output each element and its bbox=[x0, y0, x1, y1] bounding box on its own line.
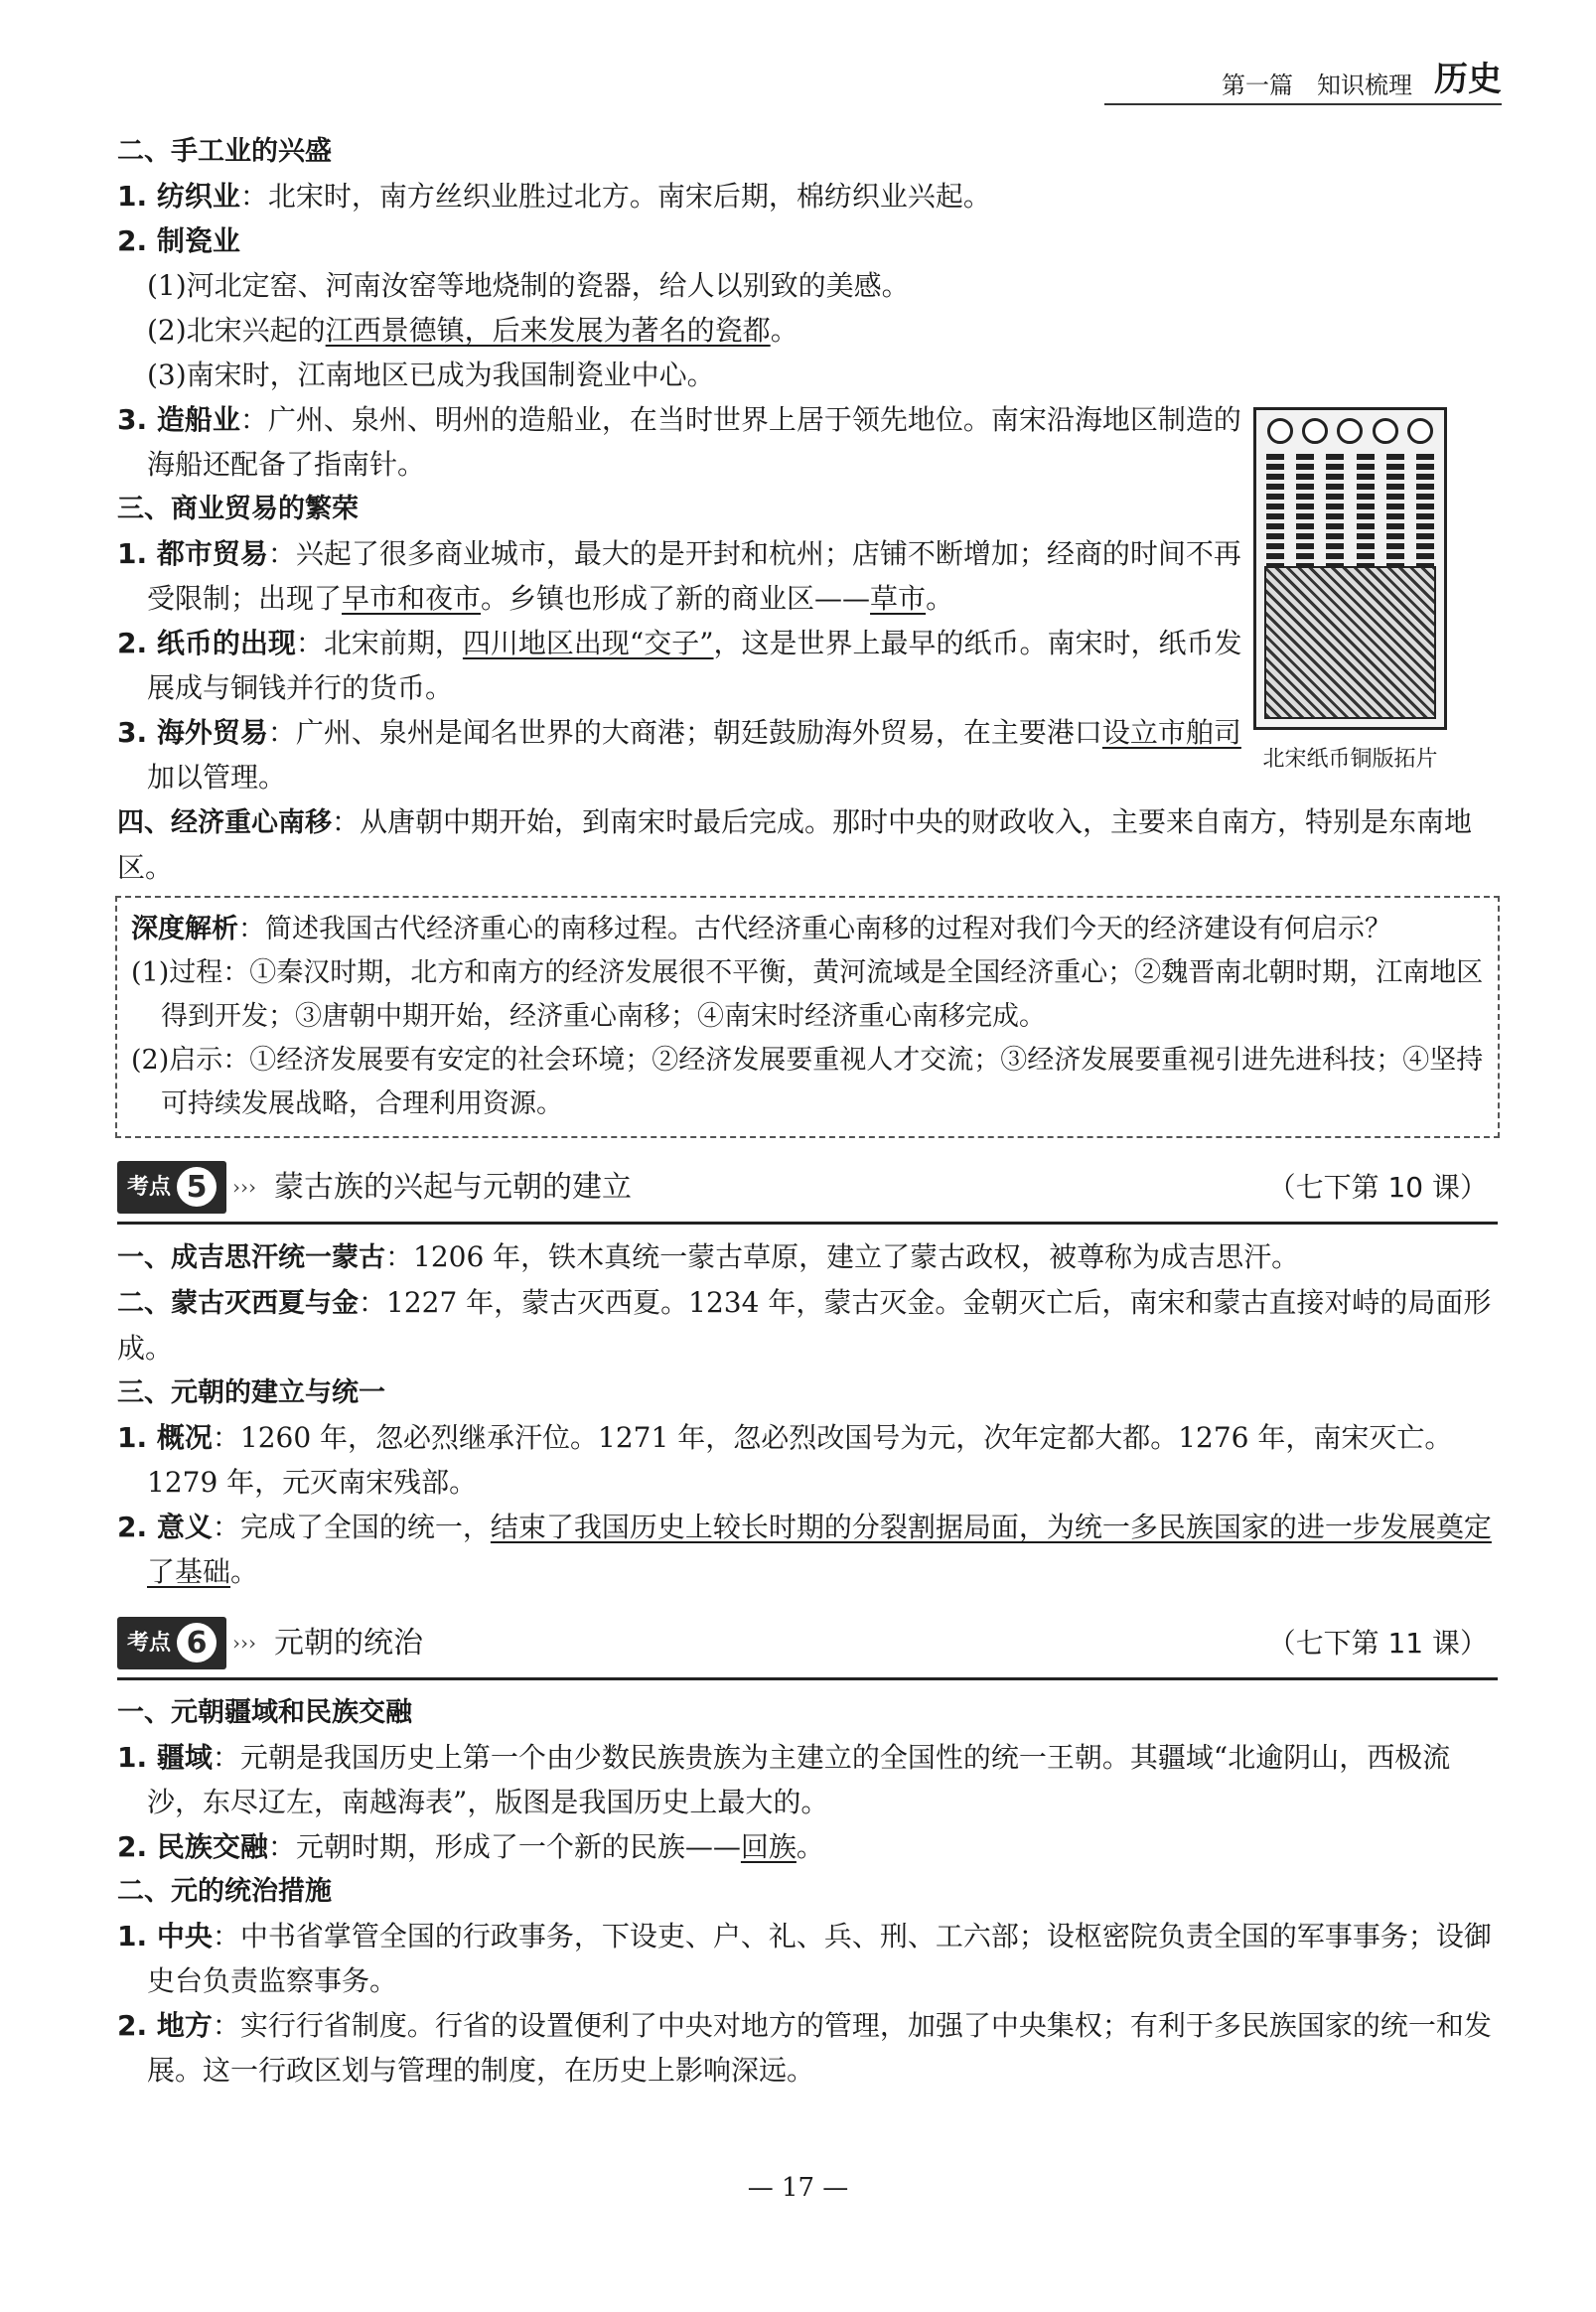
paragraph: 1. 纺织业：北宋时，南方丝织业胜过北方。南宋后期，棉纺织业兴起。 bbox=[117, 180, 991, 213]
paragraph: 1. 疆域：元朝是我国历史上第一个由少数民族贵族为主建立的全国性的统一王朝。其疆域“北逾阴山，西极流沙，东尽辽左，南越海表”，版图是我国历史上最大的。 bbox=[117, 1741, 1451, 1818]
paragraph: 2. 地方：实行行省制度。行省的设置便利了中央对地方的管理，加强了中央集权；有利于多民族国家的统一和发展。这一行政区划与管理的制度，在历史上影响深远。 bbox=[117, 2009, 1492, 2087]
subject-title: 历史 bbox=[1434, 60, 1502, 99]
lesson-ref: （七下第 11 课） bbox=[1267, 1626, 1488, 1660]
paragraph: 四、经济重心南移：从唐朝中期开始，到南宋时最后完成。那时中央的财政收入，主要来自南方，特别是东南地区。 bbox=[117, 805, 1473, 884]
section-heading: 二、手工业的兴盛 bbox=[117, 136, 332, 167]
arrows-icon: ››› bbox=[232, 1630, 257, 1655]
deep-question: 深度解析：简述我国古代经济重心的南移过程。古代经济重心南移的过程对我们今天的经济建设有何启示？ bbox=[131, 914, 1391, 944]
kaodian-title: 元朝的统治 bbox=[274, 1625, 424, 1661]
kaodian-tag: 考点 6 bbox=[117, 1617, 226, 1669]
section-heading: 二、元的统治措施 bbox=[117, 1876, 332, 1907]
paragraph: 1. 都市贸易：兴起了很多商业城市，最大的是开封和杭州；店铺不断增加；经商的时间不再受限制；出现了早市和夜市。乡镇也形成了新的商业区——草市。 bbox=[117, 537, 1241, 615]
page-number: — 17 — bbox=[747, 2173, 849, 2203]
deep-analysis-box bbox=[115, 896, 1500, 1138]
paragraph: 1. 概况：1260 年，忽必烈继承汗位。1271 年，忽必烈改国号为元，次年定都大都。1276 年，南宋灭亡。1279 年，元灭南宋残部。 bbox=[117, 1421, 1453, 1499]
kaodian-tag: 考点 5 bbox=[117, 1161, 226, 1214]
section-heading: 三、元朝的建立与统一 bbox=[117, 1377, 385, 1408]
kaodian-title: 蒙古族的兴起与元朝的建立 bbox=[274, 1169, 633, 1205]
kaodian-6-banner bbox=[117, 1608, 1498, 1680]
deep-answer: (1)过程：①秦汉时期，北方和南方的经济发展很不平衡，黄河流域是全国经济重心；②魏晋南北朝时期，江南地区得到开发；③唐朝中期开始，经济重心南移；④南宋时经济重心南移完成。 bbox=[131, 957, 1484, 1032]
section-heading: 三、商业贸易的繁荣 bbox=[117, 494, 359, 524]
header-rule bbox=[1104, 103, 1502, 105]
kaodian-5-banner bbox=[117, 1152, 1498, 1225]
main-content bbox=[117, 129, 1498, 2093]
figure-caption: 北宋纸币铜版拓片 bbox=[1262, 747, 1438, 772]
paragraph: 2. 意义：完成了全国的统一，结束了我国历史上较长时期的分裂割据局面，为统一多民族国家的进一步发展奠定了基础。 bbox=[117, 1511, 1492, 1588]
section-heading: 一、元朝疆域和民族交融 bbox=[117, 1697, 412, 1728]
deep-answer: (2)启示：①经济发展要有安定的社会环境；②经济发展要重视人才交流；③经济发展要重视引进先进科技；④坚持可持续发展战略，合理利用资源。 bbox=[131, 1045, 1484, 1119]
paragraph: (3)南宋时，江南地区已成为我国制瓷业中心。 bbox=[147, 359, 715, 391]
paragraph: 3. 海外贸易：广州、泉州是闻名世界的大商港；朝廷鼓励海外贸易，在主要港口设立市舶司加以管理。 bbox=[117, 716, 1241, 794]
item-label: 2. 制瓷业 bbox=[117, 224, 240, 257]
paragraph: 3. 造船业：广州、泉州、明州的造船业，在当时世界上居于领先地位。南宋沿海地区制造的海船还配备了指南针。 bbox=[117, 403, 1241, 481]
page-header bbox=[1222, 52, 1502, 100]
paragraph: (1)河北定窑、河南汝窑等地烧制的瓷器，给人以别致的美感。 bbox=[147, 269, 910, 302]
lesson-ref: （七下第 10 课） bbox=[1267, 1170, 1488, 1204]
paragraph: 一、成吉思汗统一蒙古：1206 年，铁木真统一蒙古草原，建立了蒙古政权，被尊称为成吉思汗。 bbox=[117, 1240, 1300, 1273]
section-title: 第一篇 知识梳理 bbox=[1222, 72, 1412, 99]
arrows-icon: ››› bbox=[232, 1174, 257, 1199]
paragraph: (2)北宋兴起的江西景德镇，后来发展为著名的瓷都。 bbox=[147, 314, 798, 347]
paragraph: 2. 纸币的出现：北宋前期，四川地区出现“交子”，这是世界上最早的纸币。南宋时，纸币发展成与铜钱并行的货币。 bbox=[117, 627, 1242, 704]
paragraph: 2. 民族交融：元朝时期，形成了一个新的民族——回族。 bbox=[117, 1830, 824, 1863]
paragraph: 1. 中央：中书省掌管全国的行政事务，下设吏、户、礼、兵、刑、工六部；设枢密院负责全国的军事事务；设御史台负责监察事务。 bbox=[117, 1920, 1492, 1997]
paragraph: 二、蒙古灭西夏与金：1227 年，蒙古灭西夏。1234 年，蒙古灭金。金朝灭亡后，南宋和蒙古直接对峙的局面形成。 bbox=[117, 1286, 1492, 1365]
